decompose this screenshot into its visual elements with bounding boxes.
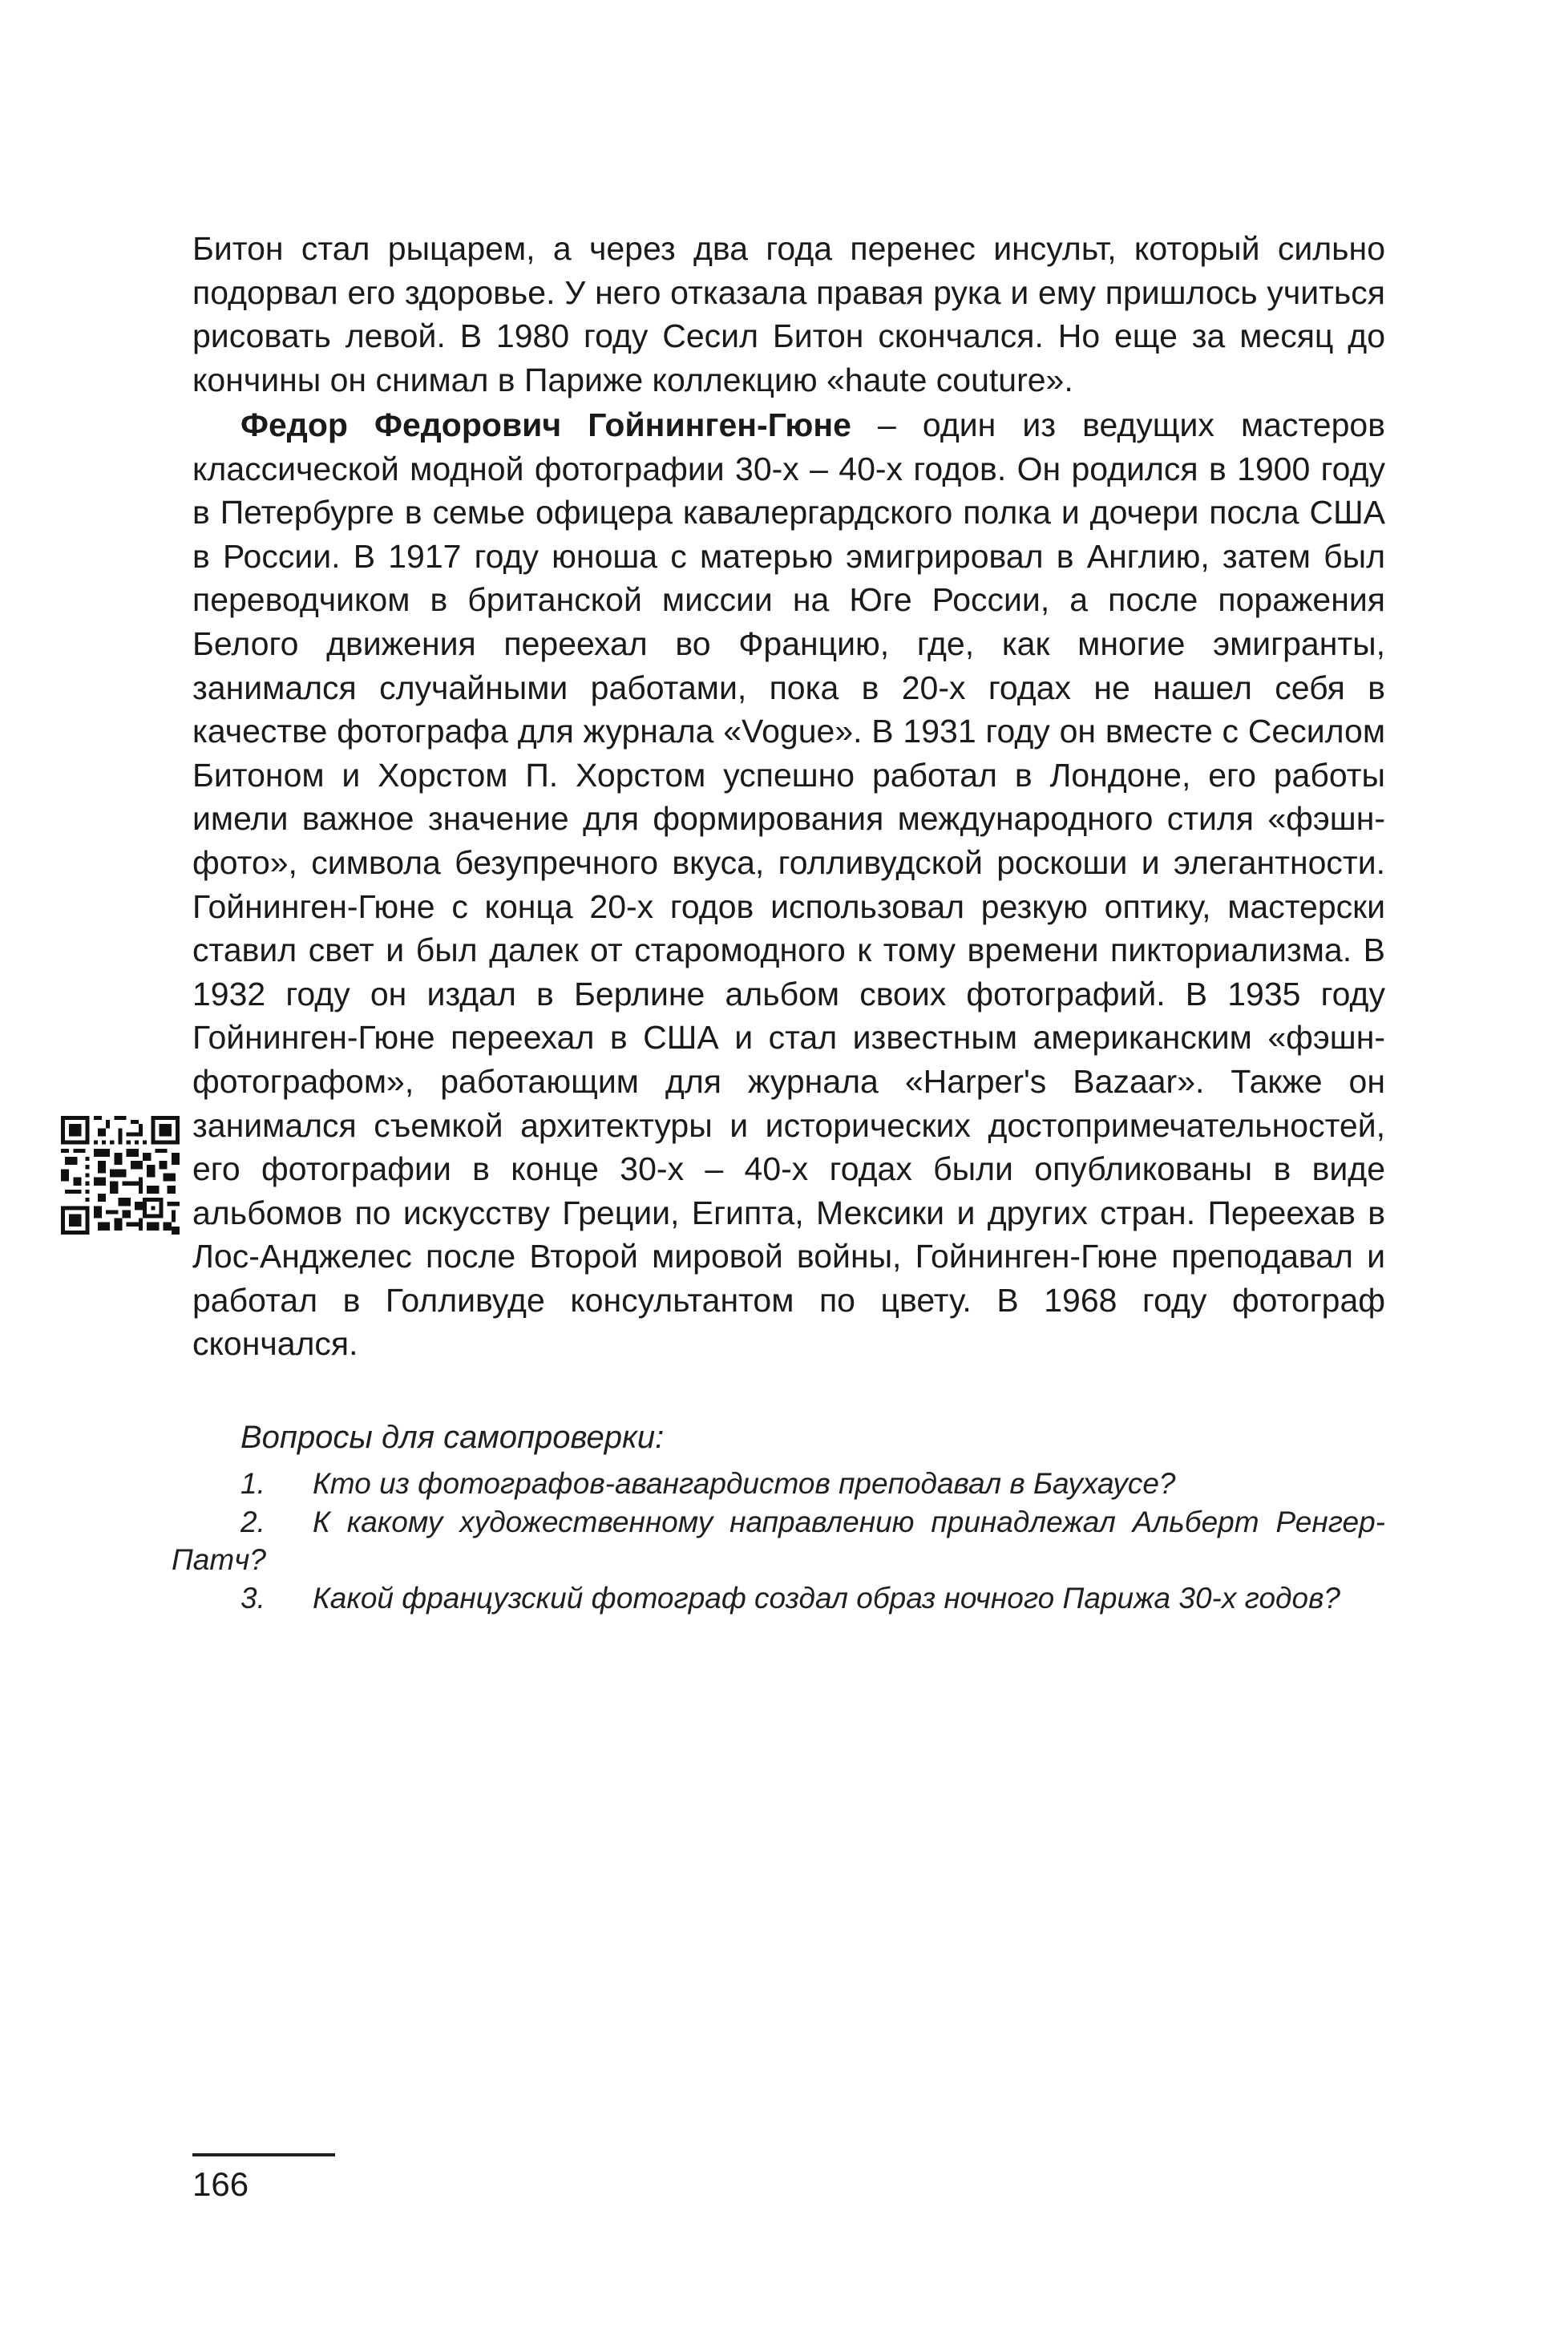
question-item [172, 1579, 1385, 1617]
question-number: 3. [240, 1582, 265, 1615]
footer-rule [192, 2153, 335, 2156]
question-item [172, 1465, 1385, 1502]
qr-code-icon[interactable] [61, 1116, 180, 1235]
question-number: 2. [240, 1506, 265, 1538]
question-text: Кто из фотографов-авангардистов преподавал в Баухаусе? [313, 1467, 1176, 1500]
self-check-questions [172, 1419, 1385, 1618]
question-number: 1. [240, 1467, 265, 1500]
paragraph-beaton-ending: Битон стал рыцарем, а через два года перенес инсульт, который сильно подорвал его здоровье. У него отказала правая рука и ему пришлось учиться рисовать левой. В 1980 году Сесил Битон скончался. Но еще за месяц до кончины он снимал в Париже коллекцию «haute couture». [192, 230, 1385, 398]
question-text: К какому художественному направлению принадлежал Альберт Ренгер-Патч? [172, 1506, 1385, 1576]
paragraph-hoyningen-huene [192, 403, 1385, 1366]
page-number: 166 [192, 2165, 249, 2203]
paragraph-body: – один из ведущих мастеров классической модной фотографии 30-х – 40-х годов. Он родился в 1900 году в Петербурге в семье офицера кавалергардского полка и дочери посла США в России. В 1917 году юноша с матерью эмигрировал в Англию, затем был переводчиком в британской миссии на Юге России, а после поражения Белого движения переехал во Францию, где, как многие эмигранты, занимался случайными работами, пока в 20-х годах не нашел себя в качестве фотографа для журнала «Vogue». В 1931 году он вместе с Сесилом Битоном и Хорстом П. Хорстом успешно работал в Лондоне, его работы имели важное значение для формирования международного стиля «фэшн-фото», символа безупречного вкуса, голливудской роскоши и элегантности. Гойнинген-Гюне с конца 20-х годов использовал резкую оптику, мастерски ставил свет и был далек от старомодного к тому времени пикториализма. В 1932 году он издал в Берлине альбом своих фотографий. В 1935 году Гойнинген-Гюне переехал в США и стал известным американским «фэшн-фотографом», работающим для журнала «Harper's Bazaar». Также он занимался съемкой архитектуры и исторических достопримечательностей, его фотографии в конце 30-х – 40-х годах были опубликованы в виде альбомов по искусству Греции, Египта, Мексики и других стран. Переехав в Лос-Анджелес после Второй мировой войны, Гойнинген-Гюне преподавал и работал в Голливуде консультантом по цвету. В 1968 году фотограф скончался. [192, 406, 1385, 1363]
question-text: Какой французский фотограф создал образ ночного Парижа 30-х годов? [313, 1582, 1340, 1615]
questions-heading: Вопросы для самопроверки: [240, 1420, 665, 1455]
question-item [172, 1503, 1385, 1578]
name-bold: Федор Федорович Гойнинген-Гюне [240, 406, 851, 443]
